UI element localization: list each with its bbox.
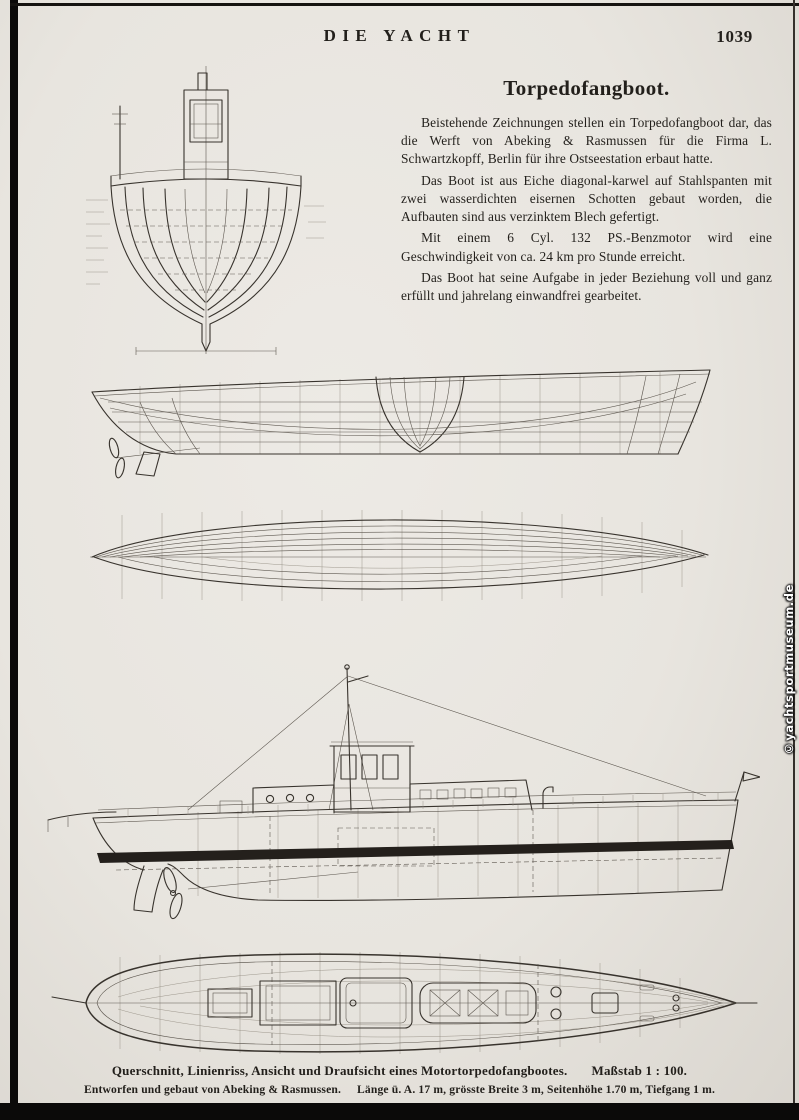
article-paragraph-4: Das Boot hat seine Aufgabe in jeder Beziehung voll und ganz erfüllt und jahrelang einwandfrei gearbeitet. (401, 269, 772, 303)
fore-hatch-plan (592, 993, 618, 1013)
rudder (134, 866, 163, 912)
cowl-vent (543, 787, 553, 808)
forward-cabin-trunk (410, 780, 532, 812)
watermark: ©yachtsportmuseum.de (782, 584, 796, 756)
stern-boom-plan (52, 997, 86, 1003)
querschnitt-figure (78, 60, 328, 360)
article-title: Torpedofangboot. (503, 76, 670, 100)
pilothouse (330, 742, 414, 812)
article-paragraph-3: Mit einem 6 Cyl. 132 PS.-Benzmotor wird eine Geschwindigkeit von ca. 24 km pro Stunde erreicht. (401, 230, 772, 264)
mast (188, 665, 706, 810)
page-header (0, 26, 799, 46)
bollard (673, 995, 679, 1001)
caption-credit: Entworfen und gebaut von Abeking & Rasmussen. (83, 1083, 342, 1096)
stern-boom (48, 812, 116, 820)
scan-edge-left (10, 0, 18, 1120)
ansicht-drawing (38, 660, 760, 932)
signal-mast (112, 106, 128, 179)
ansicht-figure (38, 660, 760, 932)
bow-staff (735, 772, 760, 801)
article (401, 76, 772, 308)
bollard (673, 1005, 679, 1011)
scan-edge-bottom (0, 1103, 799, 1120)
vent-plan (551, 987, 561, 997)
querschnitt-drawing (78, 60, 328, 360)
scan-edge-right (793, 0, 795, 1120)
page-number: 1039 (716, 27, 753, 46)
caption-dimensions: Länge ü. A. 17 m, grösste Breite 3 m, Seitenhöhe 1.70 m, Tiefgang 1 m. (357, 1083, 716, 1096)
draufsicht-drawing (40, 933, 760, 1073)
journal-title: DIE YACHT (323, 26, 476, 45)
caption-scale: Maßstab 1 : 100. (591, 1063, 688, 1078)
article-paragraph-1: Beistehende Zeichnungen stellen ein Torpedofangboot dar, das die Werft von Abeking & Rasmussen für die Firma L. Schwartzkopff, Berlin für ihre Ostseestation erbaut hatte. (401, 115, 772, 167)
wasserlinien-drawing (82, 495, 712, 607)
wasserlinien-figure (82, 495, 712, 607)
vent-plan (551, 1009, 561, 1019)
caption-main: Querschnitt, Linienriss, Ansicht und Draufsicht eines Motortorpedofangbootes. (111, 1063, 568, 1078)
propeller (161, 866, 184, 920)
aft-cabin-trunk (253, 785, 334, 813)
scan-edge-top (10, 3, 799, 6)
draufsicht-figure (40, 933, 760, 1073)
linienriss-drawing (80, 360, 720, 480)
linienriss-figure (80, 360, 720, 480)
figure-caption (0, 1063, 799, 1096)
article-paragraph-2: Das Boot ist aus Eiche diagonal-karwel auf Stahlspanten mit zwei wasserdichten eisernen Schotten gebaut worden, die Aufbauten sind aus verzinktem Blech gefertigt. (401, 172, 772, 225)
